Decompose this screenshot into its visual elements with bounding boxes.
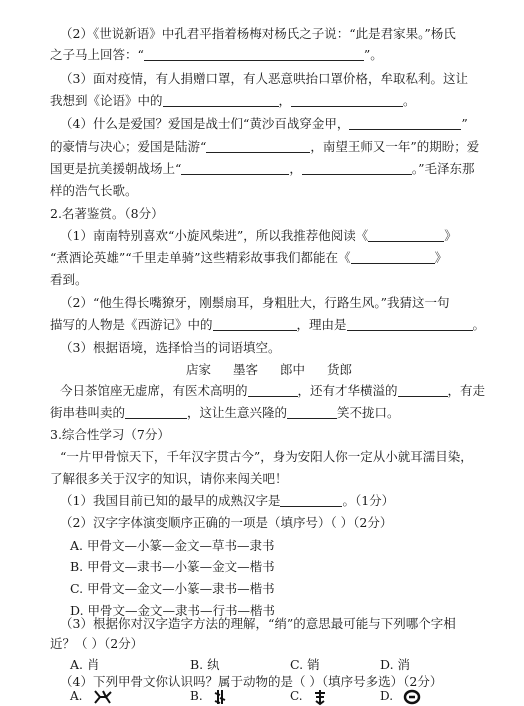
question-text: （3）根据你对汉字造字方法的理解，“绡”的意思最可能与下列哪个字相 — [60, 616, 456, 631]
option-label: D. — [380, 689, 394, 703]
word-bank-item: 店家 — [186, 362, 212, 377]
question-text: 近？（ ）（2分） — [50, 636, 144, 651]
word-bank-item: 郎中 — [280, 362, 306, 377]
question-text: 我想到《论语》中的 — [50, 93, 163, 108]
glyph-option-b[interactable] — [190, 688, 228, 705]
question-text: ，南望王师又一年”的期盼；爱 — [310, 139, 480, 154]
section-title-text: 3.综合性学习（7分） — [50, 427, 170, 442]
question-text: ，还有才华横溢的 — [297, 383, 398, 398]
option-label: B. 纨 — [190, 657, 220, 672]
question-text: 今日茶馆座无虚席，有医术高明的 — [60, 383, 248, 398]
question-text: （2）汉字字体演变顺序正确的一项是（填序号）（ ）（2分） — [60, 515, 393, 530]
oracle-bone-glyph-icon — [312, 689, 328, 705]
section-title-text: 2.名著鉴赏。（8分） — [50, 206, 164, 221]
question-line — [60, 614, 482, 634]
oracle-bone-glyph-icon — [212, 689, 228, 705]
question-text: （2）“他生得长嘴獠牙，刚鬃扇耳，身粗肚大，行路生风。”我猜这一句 — [60, 295, 450, 310]
choice-option[interactable]: D. 甲骨文—金文—隶书—行书—楷书 — [70, 603, 276, 618]
option-label: A. 肖 — [70, 657, 100, 672]
glyph-option-d[interactable] — [380, 688, 421, 705]
question-text: 样的浩气长歌。 — [50, 183, 138, 198]
question-text: （1）南南特别喜欢“小旋风柴进”，所以我推荐他阅读《 — [60, 228, 369, 243]
glyph-option-c[interactable] — [290, 688, 328, 705]
question-text: （4）什么是爱国？爱国是战士们“黄沙百战穿金甲， — [60, 116, 350, 131]
option-label: C. — [290, 689, 303, 703]
question-text: 。 — [403, 93, 416, 108]
question-text: ，理由是 — [296, 317, 347, 332]
question-text: 。”毛泽东那 — [411, 161, 475, 176]
option-label: B. — [190, 689, 203, 703]
question-text: （3）面对疫情，有人捐赠口罩，有人恶意哄抬口罩价格，牟取私利。这让 — [60, 71, 468, 86]
question-text: ，有走 — [447, 383, 486, 398]
question-text: 。（1分） — [342, 493, 395, 508]
question-text: 的豪情与决心；爱国是陆游“ — [50, 139, 207, 154]
question-text: 之子马上回答：“ — [50, 47, 144, 62]
question-text: 国更是抗美援朝战场上“ — [50, 161, 182, 176]
question-line — [50, 634, 482, 654]
question-text: “煮酒论英雄”“千里走单骑”这些精彩故事我们都能在《 — [50, 250, 351, 265]
question-text: ， — [278, 93, 292, 108]
choice-option[interactable]: A. 甲骨文—小篆—金文—草书—隶书 — [70, 538, 275, 553]
question-text: 》 — [434, 250, 448, 265]
question-text: 街串巷叫卖的 — [50, 405, 126, 420]
question-text: （1）我国目前已知的最早的成熟汉字是 — [60, 493, 281, 508]
question-text: “一片甲骨惊天下，千年汉字贯古今”，身为安阳人你一定从小就耳濡目染， — [60, 449, 473, 464]
word-bank-item: 货郎 — [327, 362, 353, 377]
question-text: 》 — [444, 228, 457, 243]
oracle-bone-glyph-icon — [403, 689, 421, 705]
question-text: ” — [461, 116, 468, 131]
question-text: （3）根据语境，选择恰当的词语填空。 — [60, 340, 281, 355]
choice-option[interactable]: B. 甲骨文—隶书—小篆—金文—楷书 — [70, 559, 275, 574]
question-text: ， — [289, 161, 302, 176]
question-text: （2）《世说新语》中孔君平指着杨梅对杨氏之子说：“此是君家果。”杨氏 — [60, 26, 456, 41]
option-label: D. 消 — [380, 657, 411, 672]
question-text: ”。 — [363, 47, 383, 62]
question-text: 笑不拢口。 — [337, 405, 400, 420]
word-bank-item: 墨客 — [233, 362, 259, 377]
choice-option[interactable]: C. 甲骨文—金文—小篆—隶书—楷书 — [70, 581, 275, 596]
option-label: A. — [70, 689, 83, 703]
question-text: （4）下列甲骨文你认识吗？属于动物的是（ ）（填序号多选）（2分） — [60, 674, 443, 689]
question-text: 了解很多关于汉字的知识，请你来闯关吧！ — [50, 471, 288, 486]
glyph-option-a[interactable] — [70, 688, 114, 705]
question-text: 描写的人物是《西游记》中的 — [50, 317, 213, 332]
question-text: ，这让生意兴隆的 — [187, 405, 288, 420]
option-label: C. 销 — [290, 657, 320, 672]
question-text: 。 — [472, 317, 486, 332]
question-text: 看到。 — [50, 272, 88, 287]
oracle-bone-glyph-icon — [92, 689, 114, 705]
